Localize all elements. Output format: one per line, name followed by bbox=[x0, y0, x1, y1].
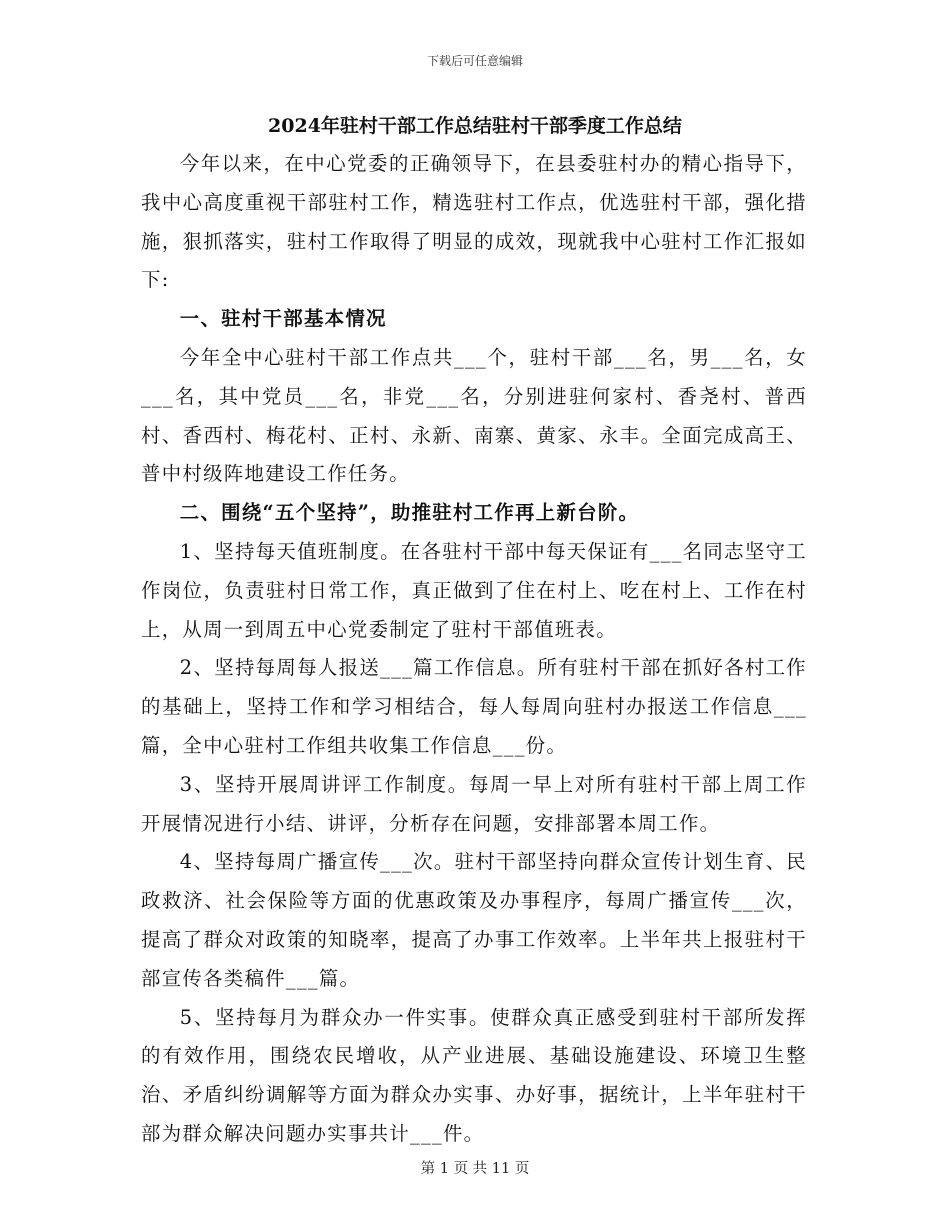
header-note: 下载后可任意编辑 bbox=[426, 54, 523, 68]
body-paragraph: 1、坚持每天值班制度。在各驻村干部中每天保证有___名同志坚守工作岗位，负责驻村日常工作，真正做到了住在村上、吃在村上、工作在村上，从周一到周五中心党委制定了驻村干部值班表。 bbox=[141, 539, 807, 641]
body-paragraph: 2、坚持每周每人报送___篇工作信息。所有驻村干部在抓好各村工作的基础上，坚持工作和学习相结合，每人每周向驻村办报送工作信息___篇，全中心驻村工作组共收集工作信息___份。 bbox=[141, 656, 807, 757]
body-paragraph: 4、坚持每周广播宣传___次。驻村干部坚持向群众宣传计划生育、民政救济、社会保险等方面的优惠政策及办事程序，每周广播宣传___次，提高了群众对政策的知晓率，提高了办事工作效率。上半年共上报驻村干部宣传各类稿件___篇。 bbox=[141, 850, 807, 990]
intro-paragraph: 今年以来，在中心党委的正确领导下，在县委驻村办的精心指导下，我中心高度重视干部驻村工作，精选驻村工作点，优选驻村干部，强化措施，狠抓落实，驻村工作取得了明显的成效，现就我中心驻村工作汇报如下: bbox=[141, 152, 807, 292]
page-number-footer: 第 1 页 共 11 页 bbox=[420, 1161, 530, 1177]
body-paragraph: 3、坚持开展周讲评工作制度。每周一早上对所有驻村干部上周工作开展情况进行小结、讲评，分析存在问题，安排部署本周工作。 bbox=[141, 772, 807, 835]
body-paragraph: 5、坚持每月为群众办一件实事。使群众真正感受到驻村干部所发挥的有效作用，围绕农民增收，从产业进展、基础设施建设、环境卫生整治、矛盾纠纷调解等方面为群众办实事、办好事，据统计，上半年驻村干部为群众解决问题办实事共计___件。 bbox=[141, 1005, 807, 1145]
document-title: 2024年驻村干部工作总结驻村干部季度工作总结 bbox=[268, 115, 682, 137]
body-paragraph: 今年全中心驻村干部工作点共___个，驻村干部___名，男___名，女___名，其中党员___名，非党___名，分别进驻何家村、香尧村、普西村、香西村、梅花村、正村、永新、南寨、黄家、永丰。全面完成高王、普中村级阵地建设工作任务。 bbox=[141, 345, 807, 486]
section-heading: 一、驻村干部基本情况 bbox=[179, 307, 387, 331]
section-heading: 二、围绕“五个坚持”，助推驻村工作再上新台阶。 bbox=[179, 501, 640, 525]
document-body bbox=[141, 145, 807, 1154]
